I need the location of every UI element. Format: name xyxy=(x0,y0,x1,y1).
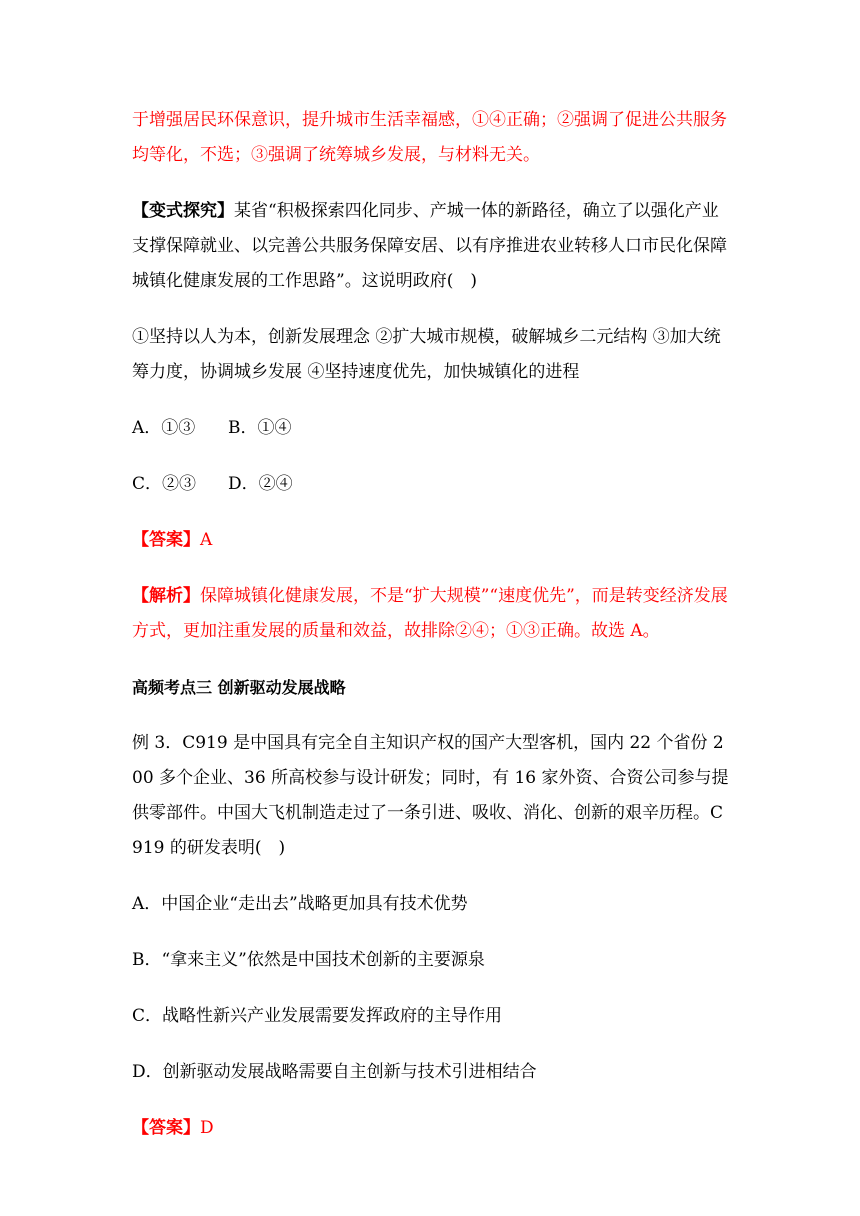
example-3-answer xyxy=(132,1111,732,1146)
example-3-option-d: D．创新驱动发展战略需要自主创新与技术引进相结合 xyxy=(132,1062,537,1082)
answer-value: A xyxy=(200,530,213,550)
variant-statements: ①坚持以人为本，创新发展理念 ②扩大城市规模，破解城乡二元结构 ③加大统筹力度，协调城乡发展 ④坚持速度优先，加快城镇化的进程 xyxy=(132,327,721,382)
variant-answer xyxy=(132,523,732,558)
example-3-stem: 例 3．C919 是中国具有完全自主知识产权的国产大型客机，国内 22 个省份 200 多个企业、36 所高校参与设计研发；同时，有 16 家外资、合资公司参与提供零部件。中国大飞机制造走过了一条引进、吸收、消化、创新的艰辛历程。C919 的研发表明( ) xyxy=(132,733,729,858)
document-page xyxy=(132,103,732,1146)
variant-options-row-2 xyxy=(132,467,732,502)
example-3-option-a: A．中国企业“走出去”战略更加具有技术优势 xyxy=(132,894,468,914)
answer-label: 【答案】 xyxy=(132,530,200,550)
variant-stem-text: 某省“积极探索四化同步、产城一体的新路径，确立了以强化产业支撑保障就业、以完善公共服务保障安居、以有序推进农业转移人口市民化保障城镇化健康发展的工作思路”。这说明政府( ) xyxy=(132,201,727,291)
option-a: A．①③ xyxy=(132,418,196,438)
variant-label: 【变式探究】 xyxy=(132,201,234,221)
example-3-answer-value: D xyxy=(200,1118,214,1138)
option-d: D．②④ xyxy=(228,474,293,494)
analysis-label: 【解析】 xyxy=(132,586,200,606)
example-3-option-b: B．“拿来主义”依然是中国技术创新的主要源泉 xyxy=(132,950,485,970)
variant-question-stem xyxy=(132,194,732,299)
example-3-answer-label: 【答案】 xyxy=(132,1118,200,1138)
variant-options-row-1 xyxy=(132,411,732,446)
variant-analysis xyxy=(132,579,732,649)
section-heading: 高频考点三 创新驱动发展战略 xyxy=(132,678,346,697)
analysis-text: 保障城镇化健康发展，不是“扩大规模”“速度优先”，而是转变经济发展方式，更加注重发展的质量和效益，故排除②④；①③正确。故选 A。 xyxy=(132,586,728,641)
option-b: B．①④ xyxy=(228,418,292,438)
previous-analysis-continuation: 于增强居民环保意识，提升城市生活幸福感，①④正确；②强调了促进公共服务均等化，不选；③强调了统筹城乡发展，与材料无关。 xyxy=(132,110,727,165)
example-3-option-c: C．战略性新兴产业发展需要发挥政府的主导作用 xyxy=(132,1006,503,1026)
option-c: C．②③ xyxy=(132,474,197,494)
